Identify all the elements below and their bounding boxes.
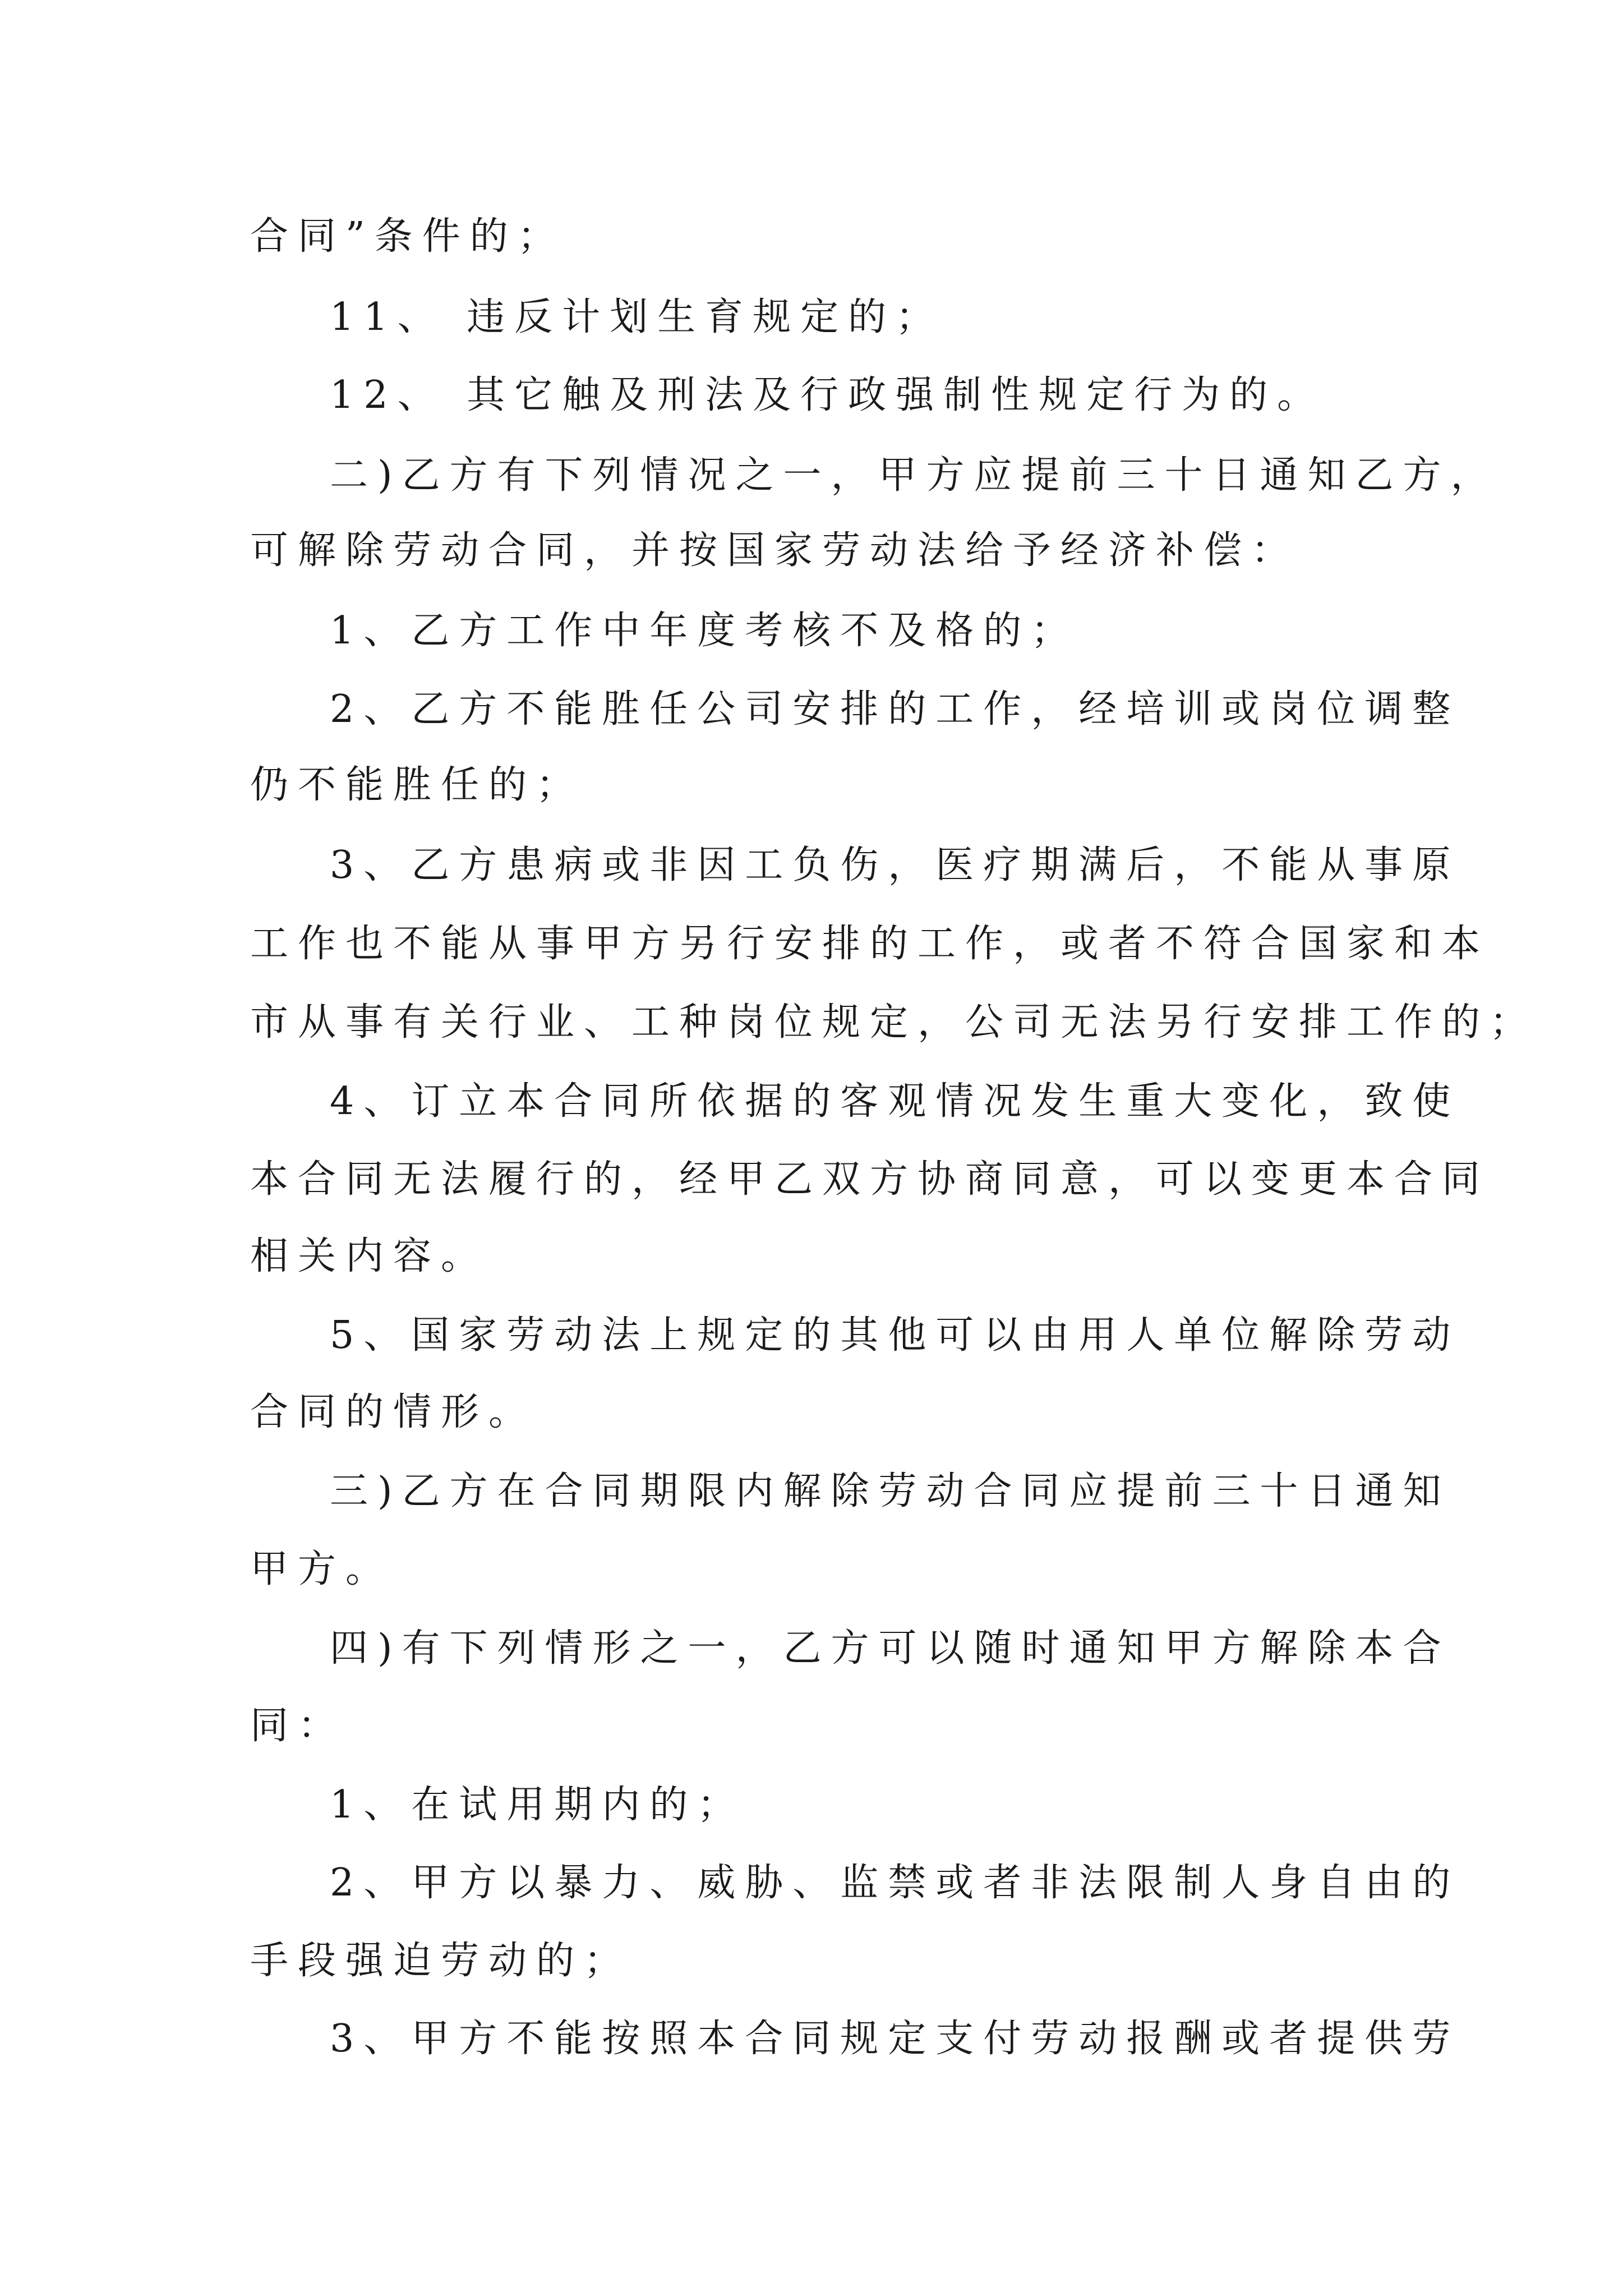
section-2-item-4-line-1: 4、订立本合同所依据的客观情况发生重大变化，致使	[330, 1079, 1460, 1124]
section-2-heading-line-1: 二)乙方有下列情况之一，甲方应提前三十日通知乙方，	[330, 453, 1498, 498]
list-item-12: 12、 其它触及刑法及行政强制性规定行为的。	[330, 373, 1325, 417]
section-4-item-3-line-1: 3、甲方不能按照本合同规定支付劳动报酬或者提供劳	[330, 2017, 1460, 2061]
continuation-line: 合同”条件的；	[250, 214, 565, 259]
section-3-line-2: 甲方。	[250, 1547, 394, 1591]
section-3-line-1: 三)乙方在合同期限内解除劳动合同应提前三十日通知	[330, 1469, 1451, 1513]
section-2-heading-line-2: 可解除劳动合同，并按国家劳动法给予经济补偿：	[250, 528, 1299, 573]
section-2-item-2-line-2: 仍不能胜任的；	[250, 763, 584, 807]
section-2-item-4-line-2: 本合同无法履行的，经甲乙双方协商同意，可以变更本合同	[250, 1157, 1490, 1202]
section-4-heading-line-1: 四)有下列情形之一，乙方可以随时通知甲方解除本合	[330, 1626, 1451, 1671]
section-4-item-2-line-2: 手段强迫劳动的；	[250, 1939, 632, 1983]
section-2-item-4-line-3: 相关内容。	[250, 1234, 489, 1278]
section-2-item-3-line-1: 3、乙方患病或非因工负伤，医疗期满后，不能从事原	[330, 843, 1460, 887]
section-4-item-2-line-1: 2、甲方以暴力、威胁、监禁或者非法限制人身自由的	[330, 1861, 1460, 1905]
section-2-item-1: 1、乙方工作中年度考核不及格的；	[330, 609, 1079, 653]
section-2-item-3-line-2: 工作也不能从事甲方另行安排的工作，或者不符合国家和本	[250, 922, 1490, 966]
section-2-item-5-line-1: 5、国家劳动法上规定的其他可以由用人单位解除劳动	[330, 1313, 1460, 1358]
list-item-11: 11、 违反计划生育规定的；	[330, 295, 944, 339]
section-2-item-2-line-1: 2、乙方不能胜任公司安排的工作，经培训或岗位调整	[330, 687, 1460, 731]
section-4-heading-line-2: 同：	[250, 1704, 346, 1748]
section-4-item-1: 1、在试用期内的；	[330, 1783, 745, 1827]
section-2-item-3-line-3: 市从事有关行业、工种岗位规定，公司无法另行安排工作的；	[250, 1000, 1538, 1045]
section-2-item-5-line-2: 合同的情形。	[250, 1390, 537, 1434]
